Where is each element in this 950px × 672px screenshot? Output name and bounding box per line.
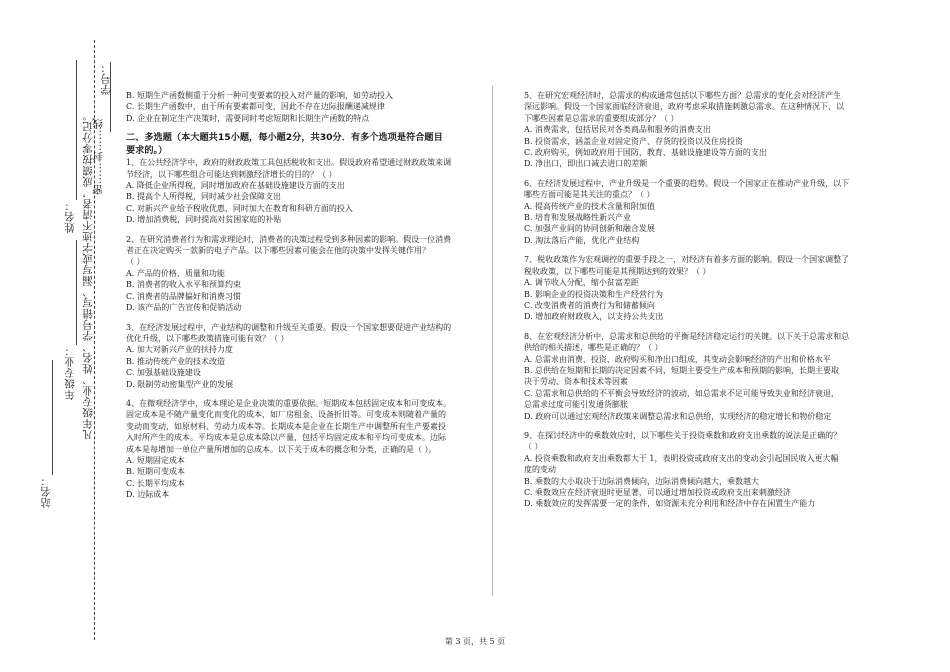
option-text: C. 加强基础设施建设: [126, 368, 201, 378]
option-text: D. 增加消费税，同时提高对贫困家庭的补贴: [126, 215, 282, 225]
binding-margin: [0, 0, 120, 672]
option-text: C. 乘数效应在经济衰退时更显著，可以通过增加投资或政府支出来刺激经济: [524, 488, 791, 497]
option-text: 总需求过度可能引发通货膨胀: [524, 400, 628, 410]
question-text: 节经济，以下哪些组合可能达到刺激经济增长的目的？（ ）: [126, 169, 337, 179]
major-label: 年级专业：: [64, 345, 76, 400]
option-text: D. 净出口，即出口减去进口的差额: [524, 159, 648, 169]
student-id-label: 学号：: [100, 62, 112, 95]
right-column: [524, 90, 884, 510]
question-text: 6、在经济发展过程中，产业升级是一个重要的趋势。假设一个国家正在推动产业升级，以下: [524, 178, 850, 188]
option-text: B. 短期生产函数侧重于分析一种可变要素的投入对产量的影响，如劳动投入: [126, 91, 393, 100]
option-text: B. 提高个人所得税，同时减少社会保障支出: [126, 192, 281, 202]
option-text: C. 长期生产函数中，由于所有要素都可变，因此不存在边际报酬递减规律: [126, 102, 385, 112]
question-text: 固定成本是不随产量变化而变化的成本，如厂房租金、设备折旧等。可变成本则随着产量的: [126, 410, 446, 420]
option-text: A. 降低企业所得税，同时增加政府在基础设施建设方面的支出: [126, 181, 345, 191]
option-text: A. 调节收入分配，缩小贫富差距: [524, 278, 639, 288]
question-text: （ ）: [126, 257, 145, 267]
student-id-blank: [110, 62, 111, 132]
question-text: 者正在决定购买一款新的电子产品。以下哪些因素可能会在他的决策中发挥关键作用？: [126, 246, 430, 256]
page-footer: 第 3 页，共 5 页: [444, 637, 506, 646]
question-text: 1、在公共经济学中，政府的财政政策工具包括税收和支出。假设政府希望通过财政政策来调: [126, 158, 452, 168]
seal-line-mark: 密……封……线: [92, 118, 104, 195]
option-text: C. 消费者的品牌偏好和消费习惯: [126, 291, 241, 301]
option-text: C. 改变消费者的消费行为和储蓄倾向: [524, 300, 655, 310]
option-text: D. 企业在制定生产决策时，需要同时考虑短期和长期生产函数的特点: [126, 113, 370, 123]
spacer: [126, 226, 486, 234]
option-text: A. 总需求由消费、投资、政府购买和净出口组成，其变动会影响经济的产出和价格水平: [524, 354, 831, 364]
section-heading: 二、多选题（本大题共15小题，每小题2分，共30分．有多个选项是符合题目: [126, 132, 443, 144]
option-text: A. 加大对新兴产业的扶持力度: [126, 345, 233, 355]
option-text: D. 限制劳动密集型产业的发展: [126, 379, 234, 389]
option-text: D. 该产品的广告宣传和促销活动: [126, 303, 242, 313]
question-text: 4、在微观经济学中，成本理论是企业决策的重要依据。短期成本包括固定成本和可变成本。: [126, 398, 452, 408]
option-text: B. 推动传统产业的技术改造: [126, 356, 225, 366]
question-text: 2、在研究消费者行为和需求理论时，消费者的决策过程受到多种因素的影响。假设一位消费: [126, 234, 452, 244]
spacer: [524, 246, 884, 254]
option-text: B. 影响企业的投资决策和生产经营行为: [524, 289, 663, 299]
option-text: A. 短期固定成本: [126, 455, 185, 465]
question-text: 深远影响。假设一个国家面临经济衰退，政府考虑采取措施刺激总需求。在这种情况下，以: [524, 102, 844, 112]
option-text: D. 边际成本: [126, 490, 170, 500]
question-text: （ ）: [524, 442, 543, 452]
question-text: 5、在研究宏观经济时，总需求的构成通常包括以下哪些方面？总需求的变化会对经济产生: [524, 91, 842, 100]
left-column: [126, 90, 486, 501]
spacer: [126, 314, 486, 322]
name-label: 姓名：: [64, 200, 76, 233]
option-text: C. 加强产业间的协同创新和融合发展: [524, 224, 655, 234]
question-text: 8、在宏观经济分析中，总需求和总供给的平衡是经济稳定运行的关键。以下关于总需求和总: [524, 331, 850, 341]
option-text: B. 消费者的收入水平和预算约束: [126, 280, 241, 290]
section-heading: 要求的。）: [126, 144, 168, 156]
spacer: [524, 422, 884, 430]
question-text: 成本是每增加一单位产量所增加的总成本。以下关于成本的概念和分类，正确的是（ ）。: [126, 444, 437, 454]
option-text: C. 总需求和总供给的不平衡会导致经济的波动，如总需求不足可能导致失业和经济衰退，: [524, 388, 839, 398]
option-text: C. 长期平均成本: [126, 478, 185, 488]
question-text: 变动而变动，如原材料、劳动力成本等。长期成本是企业在长期生产中调整所有生产要素投: [126, 421, 446, 431]
option-text: A. 消费需求，包括居民对各类商品和服务的消费支出: [524, 125, 711, 135]
option-text: B. 总供给在短期和长期的决定因素不同，短期主要受生产成本和预期的影响，长期主要取: [524, 365, 839, 375]
column-divider: [492, 86, 493, 596]
school-blank: [52, 360, 53, 475]
spacer: [126, 390, 486, 398]
name-blank: [76, 60, 77, 200]
major-blank: [76, 240, 77, 345]
option-text: 度的变动: [524, 465, 556, 475]
option-text: B. 短期可变成本: [126, 467, 185, 477]
question-text: 3、在经济发展过程中，产业结构的调整和升级至关重要。假设一个国家想要促进产业结构的: [126, 322, 452, 332]
option-text: B. 乘数的大小取决于边际消费倾向，边际消费倾向越大，乘数越大: [524, 476, 759, 486]
option-text: A. 投资乘数和政府支出乘数都大于 1，表明投资或政府支出的变动会引起国民收入更大幅: [524, 453, 839, 463]
question-text: 9、在探讨经济中的乘数效应时，以下哪些关于投资乘数和政府支出乘数的说法是正确的？: [524, 430, 842, 440]
school-label: 站名：: [40, 475, 52, 508]
option-text: C. 政府购买，例如政府用于国防、教育、基础设施建设等方面的支出: [524, 148, 767, 158]
question-text: 7、税收政策作为宏观调控的重要手段之一，对经济有着多方面的影响。假设一个国家调整了: [524, 255, 850, 265]
question-text: 优化升级，以下哪些政策措施可能有效？（ ）: [126, 333, 289, 343]
option-text: D. 乘数效应的发挥需要一定的条件，如资源未充分利用和经济中存在闲置生产能力: [524, 499, 816, 509]
option-text: A. 产品的价格、质量和功能: [126, 268, 225, 278]
spacer: [524, 323, 884, 331]
seal-notice-text: 凡年级专业、姓名、学号错写、漏写或字迹不清者，成绩按零分记。: [82, 110, 94, 440]
option-text: 决于劳动、资本和技术等因素: [524, 377, 628, 387]
question-text: 供给的相关描述，哪些是正确的？（ ）: [524, 343, 663, 353]
spacer: [524, 170, 884, 178]
option-text: B. 投资需求，涵盖企业对固定资产、存货的投资以及住房投资: [524, 136, 743, 146]
option-text: D. 政府可以通过宏观经济政策来调整总需求和总供给，实现经济的稳定增长和物价稳定: [524, 411, 832, 421]
option-text: C. 对新兴产业给予税收优惠，同时加大在教育和科研方面的投入: [126, 203, 353, 213]
option-text: D. 淘汰落后产能，优化产业结构: [524, 235, 640, 245]
option-text: B. 培育和发展战略性新兴产业: [524, 213, 631, 223]
question-text: 下哪些因素是总需求的重要组成部分？（ ）: [524, 113, 679, 123]
question-text: 税收政策，以下哪些可能是其预期达到的效果？（ ）: [524, 266, 711, 276]
option-text: D. 增加政府财政收入，以支持公共支出: [524, 312, 664, 322]
option-text: A. 提高传统产业的技术含量和附加值: [524, 201, 655, 211]
question-text: 哪些方面可能是其关注的重点？（ ）: [524, 190, 655, 200]
question-text: 入时所产生的成本。平均成本是总成本除以产量，包括平均固定成本和平均可变成本。边际: [126, 433, 446, 443]
